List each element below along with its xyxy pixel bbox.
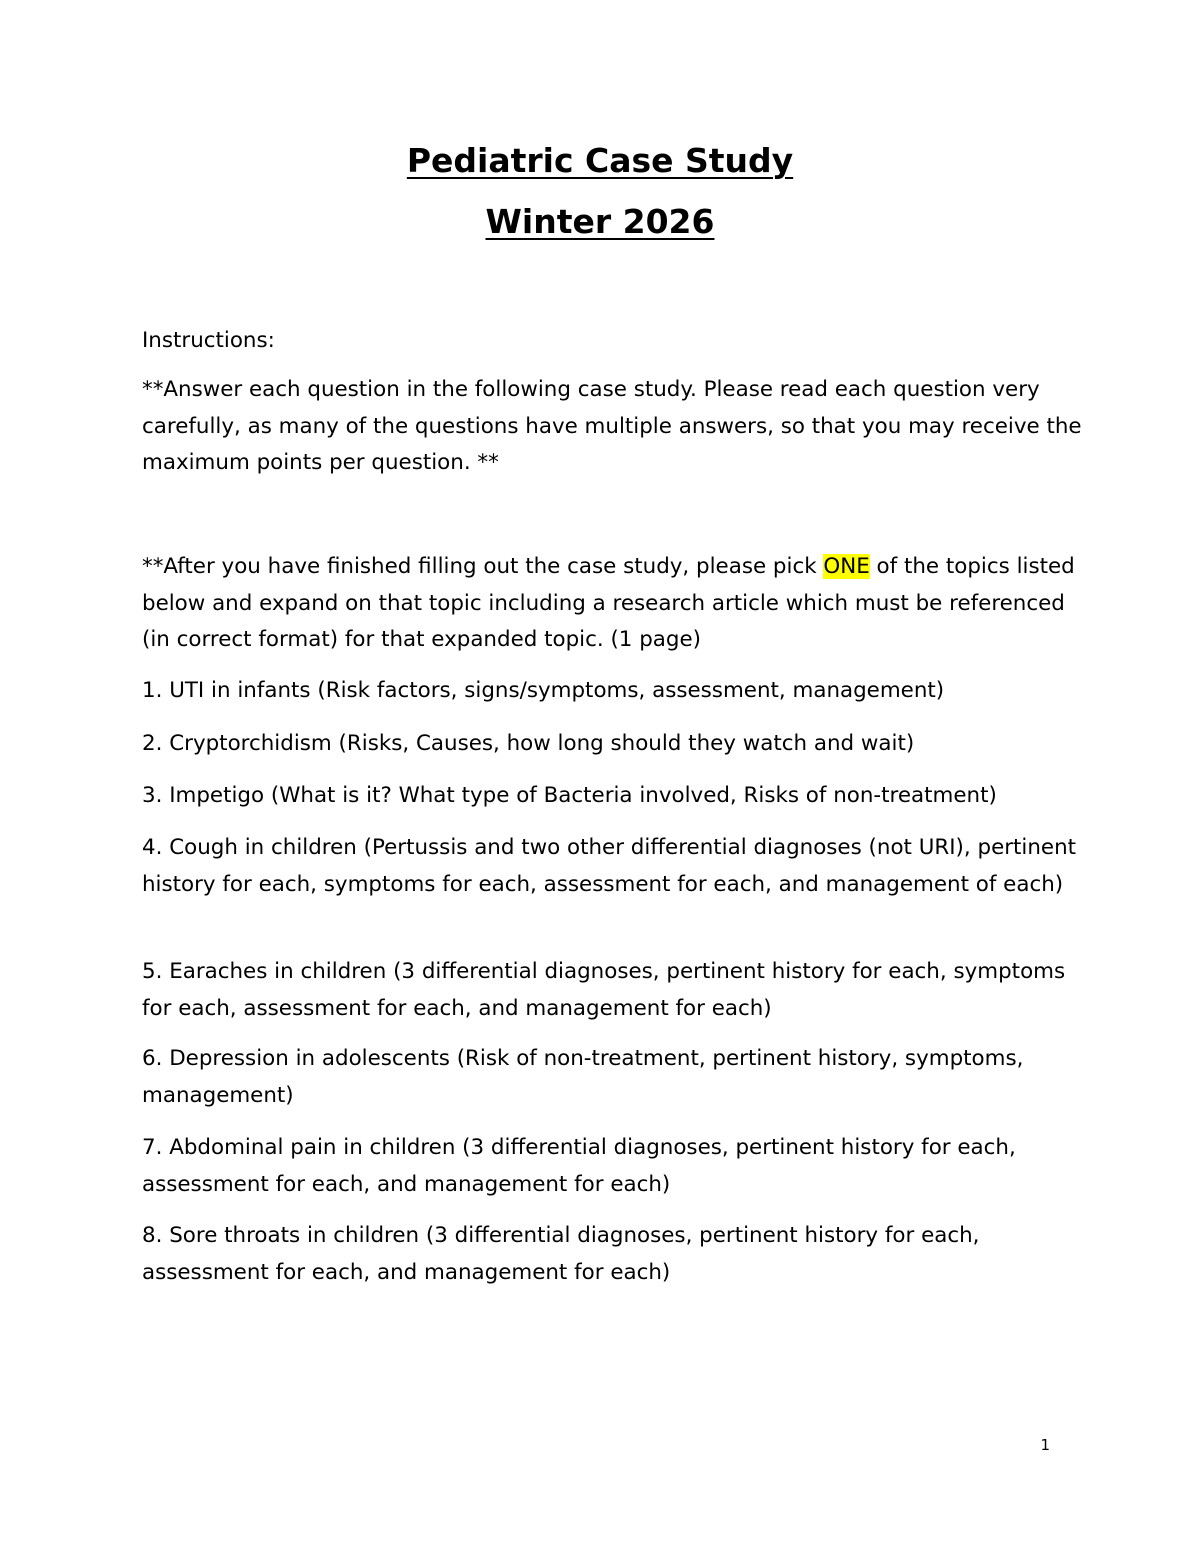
topic-item-earaches: 5. Earaches in children (3 differential diagnoses, pertinent history for each, symptoms for each, assessment for each, and management for each) — [142, 959, 1066, 1021]
paragraph-text-after: of the topics listed below and expand on that topic including a research article which must be referenced (in correct format) for that expanded topic. (1 page) — [142, 554, 1075, 652]
topic-selection-paragraph — [142, 549, 1082, 659]
topic-item-depression: 6. Depression in adolescents (Risk of non-treatment, pertinent history, symptoms, management) — [142, 1046, 1024, 1108]
document-title: Pediatric Case Study — [406, 141, 794, 180]
document-subtitle: Winter 2026 — [485, 202, 715, 241]
topic-item-impetigo: 3. Impetigo (What is it? What type of Bacteria involved, Risks of non-treatment) — [142, 783, 997, 808]
topic-item-uti: 1. UTI in infants (Risk factors, signs/symptoms, assessment, management) — [142, 678, 945, 703]
instructions-label: Instructions: — [142, 328, 275, 353]
paragraph-text-before: **After you have finished filling out the case study, please pick — [142, 554, 824, 579]
topic-item-abdominal-pain: 7. Abdominal pain in children (3 differential diagnoses, pertinent history for each, assessment for each, and management for each) — [142, 1135, 1016, 1197]
instructions-paragraph: **Answer each question in the following case study. Please read each question very carefully, as many of the questions have multiple answers, so that you may receive the maximum points per question. ** — [142, 377, 1082, 475]
topic-item-cough: 4. Cough in children (Pertussis and two other differential diagnoses (not URI), pertinent history for each, symptoms for each, assessment for each, and management of each) — [142, 835, 1077, 897]
topic-item-cryptorchidism: 2. Cryptorchidism (Risks, Causes, how long should they watch and wait) — [142, 731, 915, 756]
page-number: 1 — [1040, 1436, 1050, 1454]
topic-item-sore-throats: 8. Sore throats in children (3 differential diagnoses, pertinent history for each, assessment for each, and management for each) — [142, 1223, 980, 1285]
highlighted-one: ONE — [823, 554, 870, 579]
